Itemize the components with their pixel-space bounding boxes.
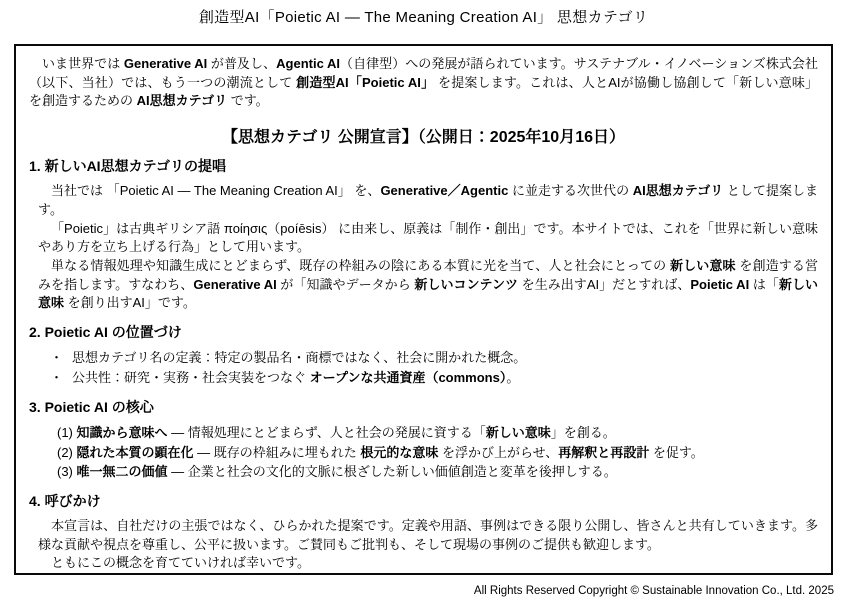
paragraph <box>38 182 818 219</box>
text-run: 思想カテゴリ名の定義：特定の製品名・商標ではなく、社会に開かれた概念。 <box>72 350 527 366</box>
sections-container <box>29 156 818 573</box>
section <box>29 491 818 573</box>
emphasis-text: Agentic AI <box>276 56 340 71</box>
text-run: に並走する次世代の <box>508 183 633 199</box>
numbered-item <box>57 462 818 482</box>
bullet-text <box>72 368 519 388</box>
text-run: 当社では 「Poietic AI — The Meaning Creation AI」 を、 <box>51 183 381 199</box>
emphasis-text: 再解釈と再設計 <box>558 444 650 460</box>
intro-paragraph <box>29 55 818 111</box>
emphasis-text: 知識から意味へ <box>76 425 168 441</box>
declaration-box <box>14 44 833 575</box>
text-run: を創り出すAI」です。 <box>64 295 196 311</box>
emphasis-text: Generative／Agentic <box>380 183 509 199</box>
copyright-footer: All Rights Reserved Copyright © Sustainable Innovation Co., Ltd. 2025 <box>473 585 834 597</box>
emphasis-text: AI思想カテゴリ <box>136 93 228 109</box>
numbered-item <box>57 423 818 443</box>
bullet-text <box>72 348 526 368</box>
text-run: 本宣言は、自社だけの主張ではなく、ひらかれた提案です。定義や用語、事例はできる限り公開し、皆さんと共有していきます。多様な貢献や視点を尊重し、公平に扱います。ご賛同もご批判も、そして現場の事例のご提供も歓迎します。 <box>38 517 818 552</box>
text-run: 。 <box>506 370 520 386</box>
emphasis-text: 根元的な意味 <box>360 444 439 460</box>
section-title: 4. 呼びかけ <box>29 492 101 509</box>
numbered-item <box>57 443 818 463</box>
text-run: 「Poietic」は古典ギリシア語 ποίησις（poíēsis） に由来し、原義は「制作・創出」です。本サイトでは、これを「世界に新しい意味やあり方を立ち上げる行為」として用います。 <box>38 220 818 255</box>
emphasis-text: 新しい意味 <box>670 258 736 274</box>
paragraph <box>38 517 818 554</box>
emphasis-text: 新しいコンテンツ <box>414 276 519 292</box>
section <box>29 156 818 313</box>
text-run: として提案します。 <box>38 183 818 217</box>
paragraph <box>38 220 818 257</box>
text-run: (2) <box>57 444 77 460</box>
section-title: 2. Poietic AI の位置づけ <box>29 324 182 341</box>
text-run: を促す。 <box>649 444 704 460</box>
text-run: 」を創る。 <box>550 425 616 441</box>
section <box>29 322 818 388</box>
bullet-item <box>50 368 818 388</box>
text-run: — 情報処理にとどまらず、人と社会の発展に資する「 <box>167 425 486 441</box>
emphasis-text: 新しい意味 <box>485 425 551 441</box>
text-run: は「 <box>749 276 779 292</box>
declaration-heading: 【思想カテゴリ 公開宣言】（公開日：2025年10月16日） <box>222 129 625 147</box>
emphasis-text: オープンな共通資産（commons） <box>309 370 507 386</box>
text-run: いま世界では <box>42 56 124 71</box>
paragraph <box>38 257 818 313</box>
emphasis-text: Generative AI <box>193 276 277 292</box>
emphasis-text: Poietic AI <box>690 276 750 292</box>
emphasis-text: 隠れた本質の顕在化 <box>76 444 194 460</box>
text-run: を生み出すAI」だとすれば、 <box>518 276 691 292</box>
text-run: ともにこの概念を育てていければ幸いです。 <box>51 555 310 571</box>
text-run: を浮かび上がらせ、 <box>438 444 559 460</box>
text-run: — 企業と社会の文化的文脈に根ざした新しい価値創造と変革を後押しする。 <box>167 464 617 480</box>
text-run: を提案します。これは、人とAIが協働し協創して「新しい意味」を創造するための <box>29 74 818 109</box>
paragraph <box>38 554 818 573</box>
section-title: 3. Poietic AI の核心 <box>29 399 154 416</box>
page-title: 創造型AI「Poietic AI — The Meaning Creation AI」 思想カテゴリ <box>198 9 649 26</box>
emphasis-text: AI思想カテゴリ <box>632 183 724 199</box>
bullet-icon: ・ <box>50 370 64 386</box>
text-run: が「知識やデータから <box>276 276 415 292</box>
bullet-icon: ・ <box>50 350 64 366</box>
bullet-item <box>50 348 818 368</box>
text-run: — 既存の枠組みに埋もれた <box>193 444 361 460</box>
text-run: 単なる情報処理や知識生成にとどまらず、既存の枠組みの陰にある本質に光を当て、人と社会にとっての <box>51 258 670 274</box>
section <box>29 397 818 482</box>
text-run: (1) <box>57 425 77 441</box>
text-run: です。 <box>227 93 269 109</box>
text-run: （自律型）への発展が語られています。サステナブル・イノベーションズ株式会社（以下、当社）では、もう一つの潮流として <box>29 56 818 90</box>
emphasis-text: Generative AI <box>123 56 208 71</box>
text-run: 公共性：研究・実務・社会実装をつなぐ <box>72 370 310 386</box>
emphasis-text: 新しい意味 <box>38 276 818 311</box>
text-run: が普及し、 <box>207 56 277 71</box>
text-run: を創造する営みを指します。すなわち、 <box>38 258 818 292</box>
text-run: (3) <box>57 464 77 480</box>
emphasis-text: 創造型AI「Poietic AI」 <box>296 74 435 90</box>
emphasis-text: 唯一無二の価値 <box>76 464 168 480</box>
section-title: 1. 新しいAI思想カテゴリの提唱 <box>29 158 227 175</box>
